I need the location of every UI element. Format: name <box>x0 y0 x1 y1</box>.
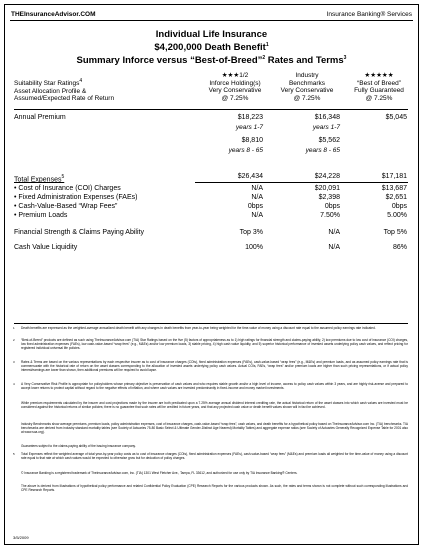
premium-period-inforce: years 1-7 <box>235 124 263 131</box>
liquidity-best: 86% <box>392 244 407 251</box>
expense-item-label: • Cost of Insurance (COI) Charges <box>14 185 121 192</box>
column-header-best-of-breed: ★★★★★ “Best of Breed” Fully Guaranteed @ 7.25% <box>354 72 404 102</box>
premium-inforce: $18,223 <box>237 114 263 121</box>
loads-inforce: N/A <box>251 212 263 219</box>
liquidity-inforce: 100% <box>245 244 263 251</box>
premium-best: $5,045 <box>385 114 407 121</box>
strength-benchmark: N/A <box>328 229 340 236</box>
footnote: 5 Total Expenses reflect the weighted average of total year-by-year policy costs as to cost of insurance charges (COIs), fixed administration expenses (FAEs), cash-value-based “wrap fees” (M&Es) and premium loads all weighted for the time-value of money using a discount rate equal to that rate at which cash values would be expected to otherwise grow but for deduction of policy charges. <box>13 452 408 460</box>
premium-benchmark: $16,348 <box>314 114 340 121</box>
services-label: Insurance Banking® Services <box>326 11 412 18</box>
expense-item-label: • Fixed Administration Expenses (FAEs) <box>14 194 138 201</box>
header-divider <box>10 20 413 21</box>
footnote: © Insurance Banking is a registered trademark of TheInsuranceAdvisor.com, Inc. (TIA) 1301 West Fletcher Ave., Tampa, FL 33612, and authorized for use only by TIA Insurance Banking® Centers. <box>21 471 298 475</box>
expense-item-label: • Cash-Value-Based “Wrap Fees” <box>14 203 118 210</box>
site-name: THEInsuranceAdvisor.COM <box>11 11 96 18</box>
financial-strength-label: Financial Strength & Claims Paying Ability <box>14 229 144 236</box>
footer-date: 3/5/2009 <box>13 535 29 540</box>
footnotes-divider <box>14 323 408 324</box>
footnote: 4 A Very Conservative Risk Profile is appropriate for policyholders whose primary objective is preservation of cash values and who requires stable growth and/or a high level of income, access to policy cash values within 3 years, and are highly risk-averse and prepared to accept lower returns to protect capital without regard to the negative effects of inflation, and where cash values are invested predominantly in fixed-income and money market investments. <box>13 382 408 390</box>
wrap-benchmark: 0bps <box>324 203 340 210</box>
expenses-best: $17,181 <box>381 173 407 180</box>
strength-best: Top 5% <box>383 229 407 236</box>
footnote: The above is derived from illustrations of hypothetical policy performance and related Confidential Policy Evaluation (CPE) Research Reports for the various products shown. As such, the rates and terms shown is not complete without such corresponding illustrations and CPE Research Reports. <box>21 484 408 492</box>
wrap-inforce: 0bps <box>247 203 263 210</box>
title-line-1: Individual Life Insurance <box>155 29 268 40</box>
total-expenses-label: Total Expenses$^5$ <box>14 174 65 184</box>
annual-premium-label: Annual Premium <box>14 114 66 121</box>
column-header-inforce: ★★★1/2 Inforce Holding(s) Very Conservative @ 7.25% <box>208 72 262 102</box>
fae-benchmark: $2,398 <box>318 194 340 201</box>
expenses-inforce: $26,434 <box>237 173 263 180</box>
title-line-2: $4,200,000 Death Benefit$^1$ <box>154 42 269 54</box>
coi-benchmark: $20,091 <box>314 185 340 192</box>
coi-best: $13,687 <box>381 185 407 192</box>
liquidity-benchmark: N/A <box>328 244 340 251</box>
wrap-best: 0bps <box>391 203 407 210</box>
header-underline <box>14 109 408 110</box>
coi-inforce: N/A <box>251 185 263 192</box>
report-title <box>5 29 418 66</box>
strength-inforce: Top 3% <box>239 229 263 236</box>
expense-item-label: • Premium Loads <box>14 212 68 219</box>
premium-later-benchmark: $5,562 <box>318 137 340 144</box>
loads-benchmark: 7.50% <box>320 212 340 219</box>
expenses-benchmark: $24,228 <box>314 173 340 180</box>
footnote: While premium requirements calculated by the insurer and cost projections made by the insurer are both predicated upon a 7.25% average annual dividend interest crediting rate, the actual historical return of the asset classes into which cash values are invested must be considered against the historical returns of similar policies; there is no guarantee that such rates will be credited in future years, and that any projected cash value or death benefit values shown will in fact be achieved. <box>21 401 408 409</box>
footnote: 2 “Best-of-Breed” products are defined as such using TheInsuranceAdvisor.com (TIA) Star Ratings based on the five (5) factors of appropriateness as to 1) high ratings for financial strength and claims-paying ability, 2) low premiums due to low cost of insurance (COI) charges, low fixed administration expenses (FAEs), low cash-value-based “wrap fees” (e.g., M&Es) and/or low premium loads, 3) stable pricing, 4) high cash value liquidity, and 5) superior historical performance of invested assets underlying policy cash values, and reflect pricing for registered individual universal life policies. <box>13 338 408 350</box>
liquidity-label: Cash Value Liquidity <box>14 244 78 251</box>
title-line-3: Summary Inforce versus “Best-of-Breed”$^2$ Rates and Terms$^3$ <box>76 55 347 67</box>
column-headers <box>5 72 418 108</box>
footnote: 1 Death benefits are expressed as the weighted-average annualized death benefit with any changes in death benefits from year-to-year being weighted for the time-value of money using a discount rate equal to the assumed policy earnings rate indicated. <box>13 326 376 330</box>
footnote: 3 Rates & Terms are based on the various representations by each respective insurer as to cost of insurance charges (COIs), fixed administration expenses (FAEs), cash-value-based “wrap fees” (e.g., M&Es) and premium loads, and as assumed policy earnings rate that is commensurate with the historical rate of return on the asset classes corresponding to the allocation of invested assets underlying policy cash values. Actual COIs, FAEs, “wrap fees” and/or premium loads are higher than such pricing representations, or if actual policy interest/earnings are lower than shown, then additional premiums will be required to avoid lapse. <box>13 360 408 372</box>
premium-later-inforce: $8,810 <box>241 137 263 144</box>
column-header-benchmarks: Industry Benchmarks Very Conservative @ 7.25% <box>280 72 334 102</box>
column-header-label: Suitability Star Ratings$^4$ Asset Allocation Profile & Assumed/Expected Rate of Return <box>14 78 115 103</box>
fae-inforce: N/A <box>251 194 263 201</box>
premium-period-benchmark: years 1-7 <box>312 124 340 131</box>
document-page <box>4 4 419 545</box>
footnote: Industry Benchmarks show average premiums, premium loads, policy administration expenses, cost of insurance charges, cash-value-based “wrap fees”, cash values, and death benefits for a hypothetical policy based on TheInsuranceAdvisor.com Inc. (TIA) benchmarks. TIA benchmarks are derived from industry standard mortality tables (see Society of Actuaries 75-80 Basic Select & Ultimate Gender-Distinct Age Nearest) Mortality Tables) and aggregate expense ratios (see Society of Actuaries Generally Recognized Expense Table for 2001 also at www.soa.org). <box>21 422 408 434</box>
loads-best: 5.00% <box>387 212 407 219</box>
premium-later-period-inforce: years 8 - 65 <box>228 147 263 154</box>
expenses-divider <box>195 182 408 183</box>
premium-later-period-benchmark: years 8 - 65 <box>305 147 340 154</box>
fae-best: $2,651 <box>385 194 407 201</box>
footnote: Guarantees subject to the claims-paying ability of the issuing insurance company. <box>21 444 136 448</box>
